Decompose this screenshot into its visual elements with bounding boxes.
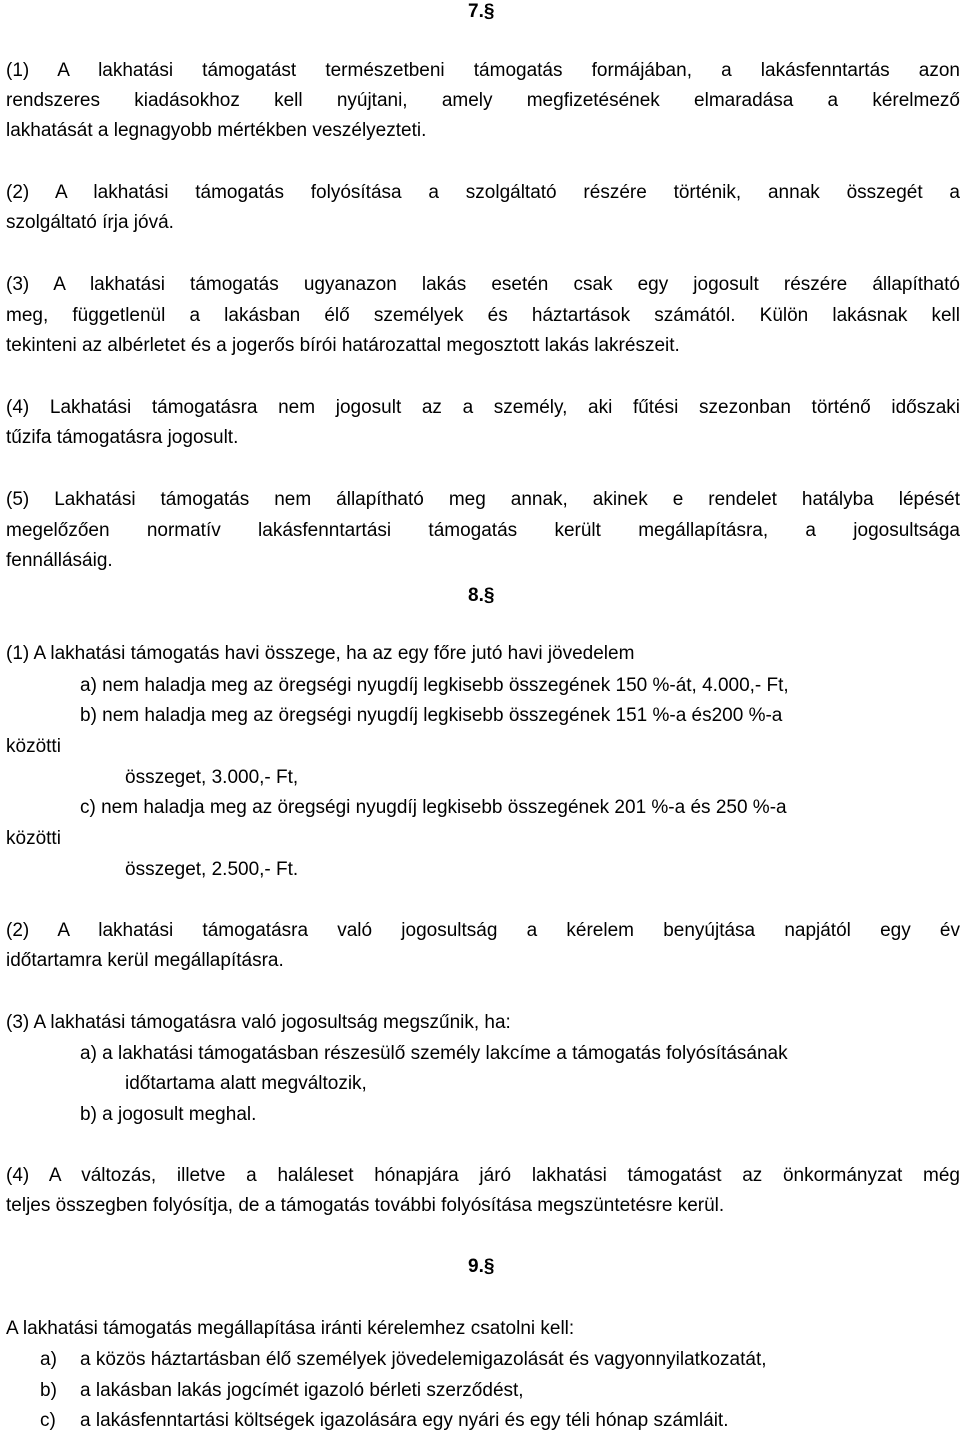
s7-p5-line1: (5) Lakhatási támogatás nem állapítható meg annak, akinek e rendelet hatályba lépését <box>6 489 960 510</box>
s8-p1-item-c-cont: összeget, 2.500,- Ft. <box>125 859 299 880</box>
section-7-heading: 7.§ <box>468 1 495 22</box>
s8-p1-item-c: c) nem haladja meg az öregségi nyugdíj legkisebb összegének 201 %-a és 250 %-a <box>80 797 787 818</box>
section-8-heading: 8.§ <box>468 585 495 606</box>
s8-p2-line1: (2) A lakhatási támogatásra való jogosultság a kérelem benyújtása napjától egy év <box>6 920 960 941</box>
s8-p1-item-b-cont: összeget, 3.000,- Ft, <box>125 767 299 788</box>
s8-p1-item-a: a) nem haladja meg az öregségi nyugdíj legkisebb összegének 150 %-át, 4.000,- Ft, <box>80 675 789 696</box>
s8-p3-item-a-cont: időtartama alatt megváltozik, <box>125 1073 367 1094</box>
s7-p2-line2: szolgáltató írja jóvá. <box>6 212 174 233</box>
section-9-heading: 9.§ <box>468 1256 495 1277</box>
s9-list-item-label: a) <box>40 1349 57 1370</box>
s7-p4-line2: tűzifa támogatásra jogosult. <box>6 427 239 448</box>
s7-p1-line2: rendszeres kiadásokhoz kell nyújtani, amely megfizetésének elmaradása a kérelmező <box>6 90 960 111</box>
s7-p3-line2: meg, függetlenül a lakásban élő személyek és háztartások számától. Külön lakásnak kell <box>6 305 960 326</box>
s8-p2-line2: időtartamra kerül megállapításra. <box>6 950 284 971</box>
s8-p1-item-b-wrap: közötti <box>6 736 61 757</box>
s9-list-item-label: c) <box>40 1410 56 1431</box>
s8-p3-intro: (3) A lakhatási támogatásra való jogosultság megszűnik, ha: <box>6 1012 511 1033</box>
s7-p2-line1: (2) A lakhatási támogatás folyósítása a szolgáltató részére történik, annak összegét a <box>6 182 960 203</box>
s8-p1-intro: (1) A lakhatási támogatás havi összege, ha az egy főre jutó havi jövedelem <box>6 643 635 664</box>
s7-p3-line3: tekinteni az albérletet és a jogerős bírói határozattal megosztott lakás lakrészeit. <box>6 335 680 356</box>
s7-p4-line1: (4) Lakhatási támogatásra nem jogosult az a személy, aki fűtési szezonban történő időszaki <box>6 397 960 418</box>
s7-p5-line3: fennállásáig. <box>6 550 113 571</box>
s8-p3-item-b: b) a jogosult meghal. <box>80 1104 257 1125</box>
s8-p4-line1: (4) A változás, illetve a haláleset hónapjára járó lakhatási támogatást az önkormányzat még <box>6 1165 960 1186</box>
s9-intro: A lakhatási támogatás megállapítása iránti kérelemhez csatolni kell: <box>6 1318 575 1339</box>
s9-list-item-text: a lakásban lakás jogcímét igazoló bérleti szerződést, <box>80 1380 524 1401</box>
s8-p1-item-b: b) nem haladja meg az öregségi nyugdíj legkisebb összegének 151 %-a és200 %-a <box>80 705 783 726</box>
s9-list-item-label: b) <box>40 1380 57 1401</box>
s7-p5-line2: megelőzően normatív lakásfenntartási támogatás került megállapításra, a jogosultsága <box>6 520 960 541</box>
s7-p3-line1: (3) A lakhatási támogatás ugyanazon lakás esetén csak egy jogosult részére állapítható <box>6 274 960 295</box>
s8-p1-item-c-wrap: közötti <box>6 828 61 849</box>
s9-list-item-text: a közös háztartásban élő személyek jövedelemigazolását és vagyonnyilatkozatát, <box>80 1349 767 1370</box>
s7-p1-line1: (1) A lakhatási támogatást természetbeni támogatás formájában, a lakásfenntartás azon <box>6 60 960 81</box>
s8-p3-item-a: a) a lakhatási támogatásban részesülő személy lakcíme a támogatás folyósításának <box>80 1043 788 1064</box>
s7-p1-line3: lakhatását a legnagyobb mértékben veszélyezteti. <box>6 120 427 141</box>
s9-list-item-text: a lakásfenntartási költségek igazolására egy nyári és egy téli hónap számláit. <box>80 1410 729 1431</box>
s8-p4-line2: teljes összegben folyósítja, de a támogatás további folyósítása megszüntetésre kerül. <box>6 1195 725 1216</box>
